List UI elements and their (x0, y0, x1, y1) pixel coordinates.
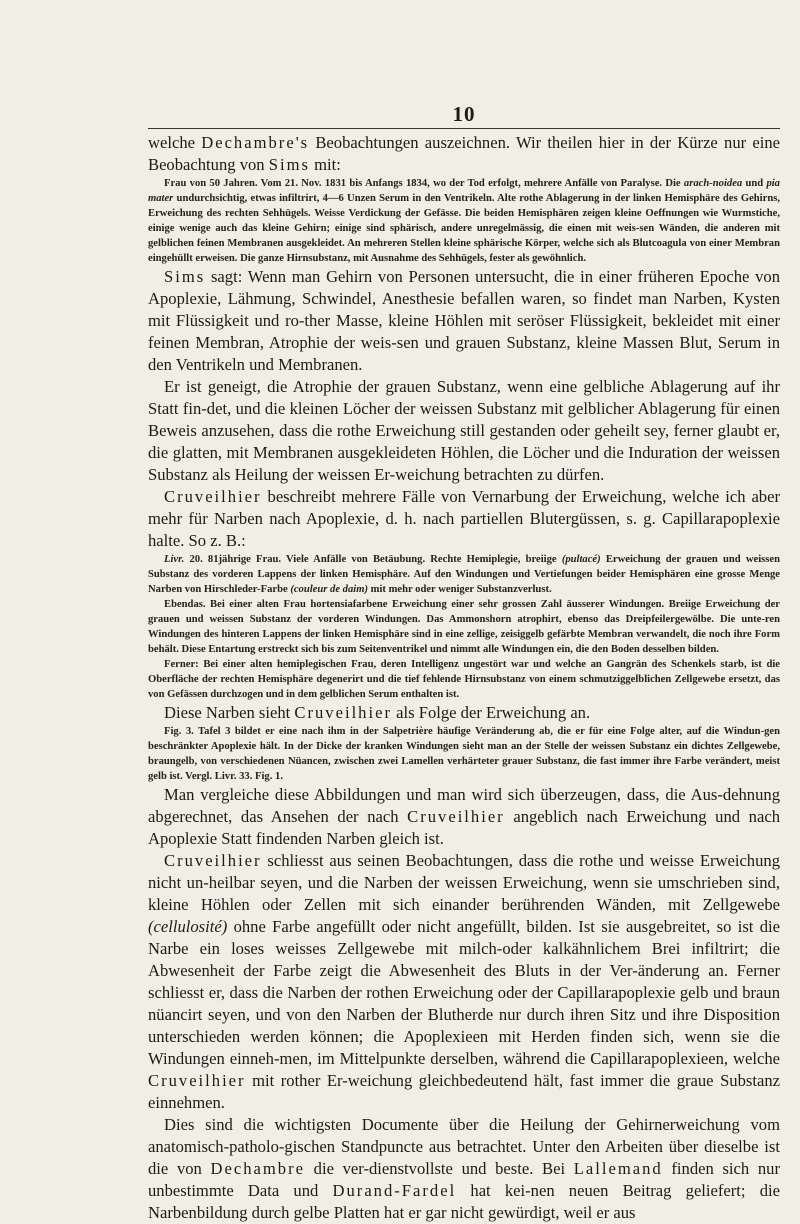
author-name: Durand-Fardel (332, 1181, 457, 1200)
text-run: mit mehr oder weniger Substanzverlust. (368, 584, 552, 595)
text-run: Man vergleiche diese Abbildungen und man wird sich überzeugen, dass, die Aus-dehnung abgerechnet, das Ansehen der nach (148, 785, 780, 826)
text-run: ohne Farbe angefüllt oder nicht angefüllt, bilden. Ist sie ausgebreitet, so ist die Narbe ein loses weisses Zellgewebe mit milch-oder kalkähnlichem Brei infiltrirt; die Abwesenheit der Farbe zeigt die Abwesenheit des Bluts in der Ver-änderung an. Ferner schliesst er, dass die Narben der rothen Erweichung oder der Capillarapoplexie gelb und braun nüancirt seyen, und von den Narben der Blutherde nur durch ihren Sitz und ihre Disposition unterschieden werden können; die Apoplexieen mit Herden finden sich, wenn sie die Windungen einneh-men, im Mittelpunkte derselben, während die Capillarapoplexieen, welche (148, 917, 780, 1068)
text-run: Ferner: Bei einer alten hemiplegischen Frau, deren Intelligenz ungestört war und welche an Gangrän des Schenkels starb, ist die Oberfläche der rechten Hemisphäre degenerirt und die tief fehlende Hirnsubstanz von einem schmutziggelblichen Zellgewebe ersetzt, das von Gefässen durchzogen und in dem gelblichen Serum enthalten ist. (148, 659, 780, 700)
case-note-paragraph (148, 597, 780, 657)
body-paragraph (148, 1114, 780, 1224)
author-name: Cruveilhier (294, 703, 392, 722)
case-note-paragraph (148, 552, 780, 597)
text-run: 20. 81jährige Frau. Viele Anfälle von Betäubung. Rechte Hemiplegie, breiige (184, 554, 562, 565)
text-run: finden sich nur unbestimmte Data und (148, 1159, 781, 1200)
text-run: angeblich nach Erweichung und nach Apoplexie Statt findenden Narben gleich ist. (148, 807, 780, 848)
text-run: sagt: Wenn man Gehirn von Personen untersucht, die in einer früheren Epoche von Apoplexie, Lähmung, Schwindel, Anesthesie befallen waren, so findet man Narben, Kysten mit Flüssigkeit und ro-ther Masse, kleine Höhlen mit seröser Flüssigkeit, bekleidet mit einer feinen Membran, Atrophie der weis-sen und grauen Substanz, kleine Massen Blut, Serum in den Ventrikeln und Membranen. (148, 267, 780, 374)
author-name: Sims (164, 267, 206, 286)
page-header (148, 102, 780, 129)
text-run: undurchsichtig, etwas infiltrirt, 4—6 Unzen Serum in den Ventrikeln. Alte rothe Ablagerung in der linken Hemisphäre des Gehirns, Erweichung des rechten Sehhügels. Weisse Verdickung der Gefässe. Die beiden Hemisphären zeigen kleine Oeffnungen wie Wurmstiche, einige wenige auch das kleine Gehirn; einige sind sphärisch, andere unregelmässig, die einen mit weis-sen Wänden, die anderen mit gelblichen feinen Membranen ausgekleidet. An mehreren Stellen kleine sphärische Körper, welche sich als Blutcoagula von einer Membran eingehüllt erweisen. Die ganze Hirnsubstanz, mit Ausnahme des Sehhügels, fester als gewöhnlich. (148, 193, 780, 264)
author-name: Cruveilhier (148, 1071, 246, 1090)
author-name: Sims (268, 155, 310, 174)
body-paragraph (148, 702, 780, 724)
text-run: Diese Narben sieht (164, 703, 295, 722)
author-name: Cruveilhier (164, 487, 262, 506)
text-run: welche (148, 133, 202, 152)
text-run: mit rother Er-weichung gleichbedeutend hält, fast immer die graue Substanz einnehmen. (148, 1071, 780, 1112)
author-name: Cruveilhier (407, 807, 505, 826)
text-run: Beobachtungen auszeichnen. Wir theilen hier in der Kürze nur eine Beobachtung von (148, 133, 780, 174)
text-run: mit: (309, 155, 341, 174)
text-run: Fig. 3. Tafel 3 bildet er eine nach ihm in der Salpetrière häufige Veränderung ab, die er für eine Folge alter, auf die Windun-gen beschränkter Apoplexie hält. In der Dicke der kranken Windungen sieht man an der Stelle der weissen Substanz ein dichtes Zellgewebe, braungelb, von verschiedenen Nüancen, zwischen zwei Lamellen verhärteter grauer Substanz, die fast immer ihre Farbe verändert, meist gelb ist. Vergl. Livr. 33. Fig. 1. (148, 726, 780, 782)
italic-term: (couleur de daim) (290, 584, 368, 595)
page-number: 10 (452, 102, 476, 126)
body-paragraph (148, 376, 780, 486)
text-run: als Folge der Erweichung an. (391, 703, 591, 722)
body-paragraph (148, 266, 780, 376)
text-body (148, 132, 780, 1224)
text-run: schliesst aus seinen Beobachtungen, dass die rothe und weisse Erweichung nicht un-heilbar seyen, und die Narben der weissen Erweichung, wenn sie umschrieben sind, kleine Höhlen oder Zellen mit sich einander berührenden Wänden, mit Zellgewebe (148, 851, 780, 914)
author-name: Dechambre's (201, 133, 310, 152)
italic-term: arach-noidea (683, 178, 743, 189)
body-paragraph (148, 132, 780, 176)
italic-term: pia mater (148, 178, 780, 204)
text-run: Dies sind die wichtigsten Documente über die Heilung der Gehirnerweichung vom anatomisch-patholo-gischen Standpuncte aus betrachtet. Unter den Arbeiten über dieselbe ist die von (148, 1115, 780, 1178)
case-note-paragraph (148, 657, 780, 702)
text-run: hat kei-nen neuen Beitrag geliefert; die Narbenbildung durch gelbe Platten hat er gar nicht gewürdigt, weil er aus (148, 1181, 780, 1222)
text-run: beschreibt mehrere Fälle von Vernarbung der Erweichung, welche ich aber mehr für Narben nach Apoplexie, d. h. nach partiellen Blutergüssen, s. g. Capillarapoplexie halte. So z. B.: (148, 487, 780, 550)
author-name: Dechambre (210, 1159, 305, 1178)
text-run: und (742, 178, 767, 189)
text-run: die ver-dienstvollste und beste. Bei (305, 1159, 574, 1178)
case-note-paragraph (148, 724, 780, 784)
body-paragraph (148, 784, 780, 850)
body-paragraph (148, 850, 780, 1114)
text-run: Er ist geneigt, die Atrophie der grauen Substanz, wenn eine gelbliche Ablagerung auf ihr Statt fin-det, und die kleinen Löcher der weissen Substanz mit gelblicher Ablagerung für einen Beweis anzusehen, dass die rothe Erweichung still gestanden oder geheilt sey, ferner glaubt er, die glatten, mit Membranen ausgekleideten Höhlen, die Löcher und die Induration der weissen Substanz als Heilung der weissen Er-weichung betrachten zu dürfen. (148, 377, 780, 484)
text-run: Frau von 50 Jahren. Vom 21. Nov. 1831 bis Anfangs 1834, wo der Tod erfolgt, mehrere Anfälle von Paralyse. Die (164, 178, 684, 189)
italic-term: Livr. (164, 554, 185, 565)
italic-term: (cellulosité) (148, 917, 228, 936)
author-name: Lallemand (573, 1159, 663, 1178)
text-run: Ebendas. Bei einer alten Frau hortensiafarbene Erweichung einer sehr grossen Zahl äusserer Windungen. Breiige Erweichung der grauen und weissen Substanz der vorderen Windungen. Das Ammonshorn atrophirt, ebenso das Dreipfeilergewölbe. Die unte-ren Windungen des hinteren Lappens der linken Hemisphäre sind in eine zellige, zeisiggelb gefärbte Membran verwandelt, die noch ihre Form behält. Diese Entartung erstreckt sich bis zum Seitenventrikel und nimmt alle Windungen ein, die den Boden desselben bilden. (148, 599, 780, 655)
italic-term: (pultacé) (561, 554, 601, 565)
body-paragraph (148, 486, 780, 552)
case-note-paragraph (148, 176, 780, 266)
author-name: Cruveilhier (164, 851, 262, 870)
text-run: Erweichung der grauen und weissen Substanz des vorderen Lappens der linken Hemisphäre. Auf den Windungen und Vertiefungen beider Hemisphären eine grosse Menge Narben von Hirschleder-Farbe (148, 554, 780, 595)
